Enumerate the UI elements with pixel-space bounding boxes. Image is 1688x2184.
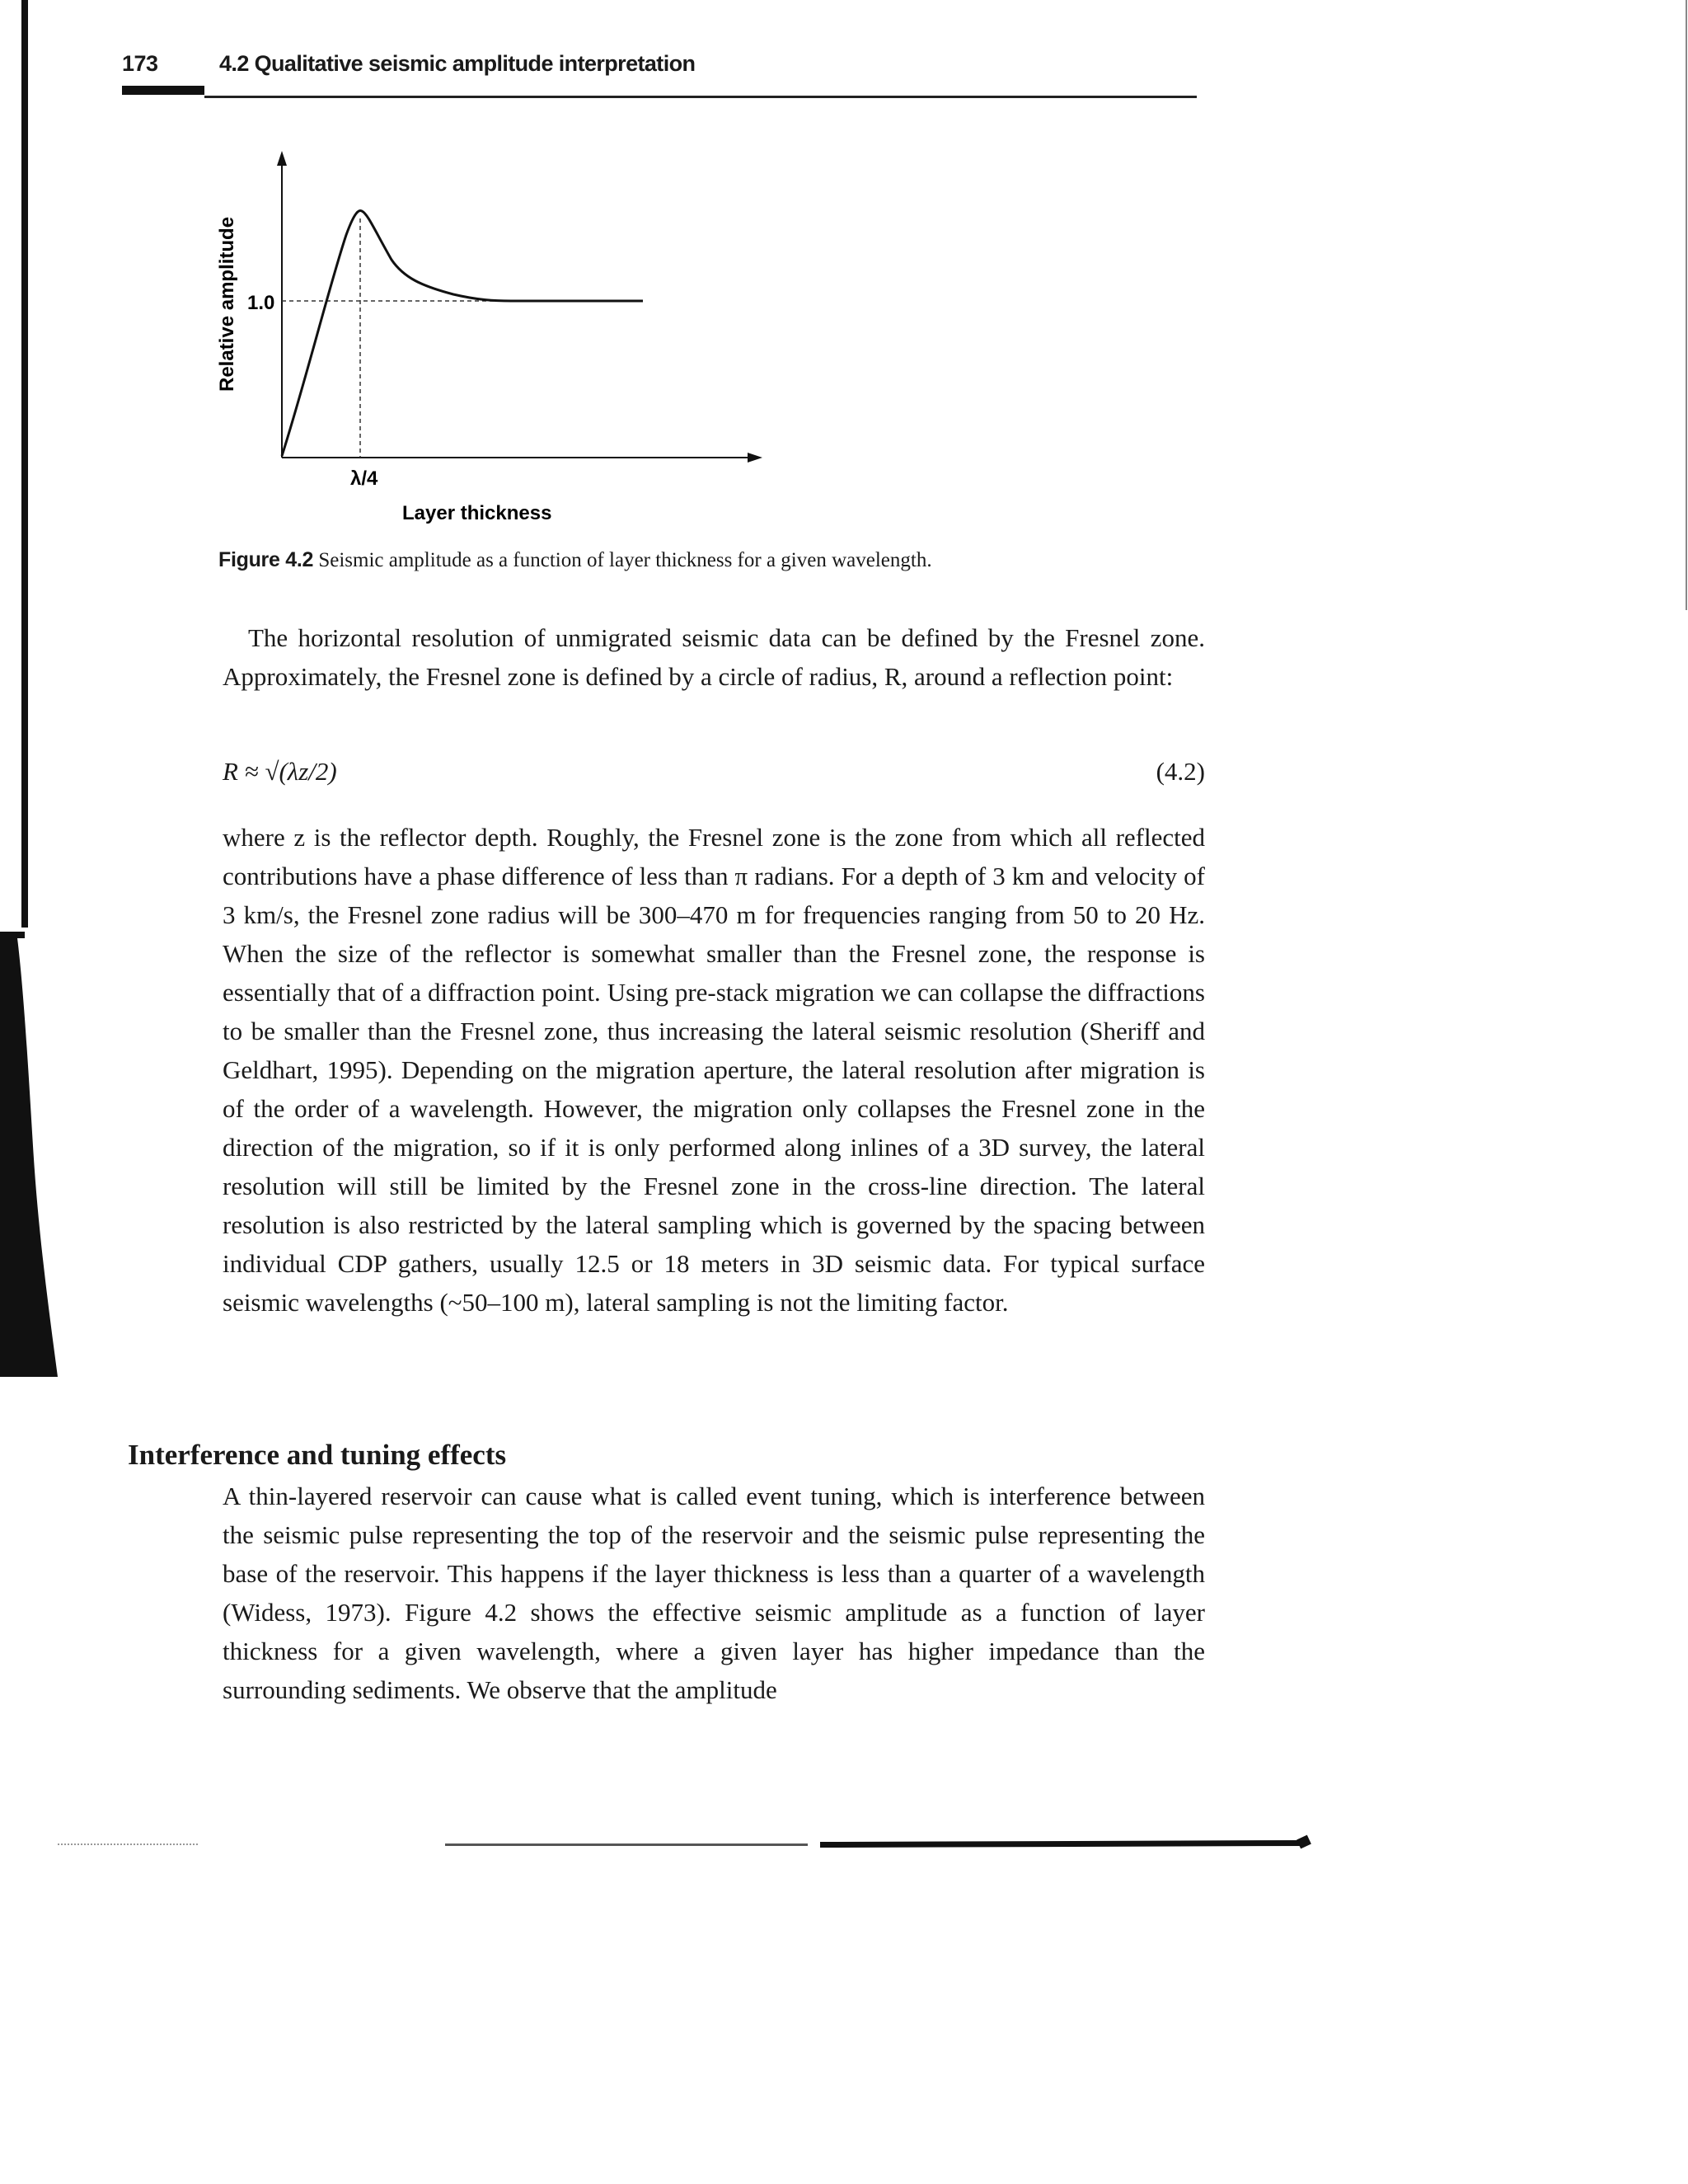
y-axis-arrow [277, 151, 287, 166]
scan-left-shadow [0, 932, 66, 1377]
scan-left-edge [0, 0, 30, 928]
paragraph-lateral-resolution: where z is the reflector depth. Roughly, the Fresnel zone is the zone from which all reflected contributions have a phase difference of less than π radians. For a depth of 3 km and velocity of 3 km/s, the Fresnel zone radius will be 300–470 m for frequencies ranging from 50 to 20 Hz. When the size of the reflector is somewhat smaller than the Fresnel zone, the response is essentially that of a diffraction point. Using pre-stack migration we can collapse the diffractions to be smaller than the Fresnel zone, thus increasing the lateral seismic resolution (Sheriff and Geldhart, 1995). Depending on the migration aperture, the lateral resolution after migration is of the order of a wavelength. However, the migration only collapses the Fresnel zone in the direction of the migration, so if it is only performed along inlines of a 3D survey, the lateral resolution will still be limited by the Fresnel zone in the cross-line direction. The lateral resolution is also restricted by the lateral sampling which is governed by the spacing between individual CDP gathers, usually 12.5 or 18 meters in 3D seismic data. For typical surface seismic wavelengths (~50–100 m), lateral sampling is not the limiting factor. [223, 823, 1205, 1317]
figure-caption [218, 548, 1207, 572]
footer-rule-thin [445, 1843, 808, 1846]
equation-4-2 [223, 757, 1205, 796]
header-rule [204, 96, 1197, 98]
figure-plot [206, 144, 783, 532]
scan-right-edge [1677, 0, 1688, 610]
x-axis-label: Layer thickness [402, 502, 552, 524]
x-tick-label: λ/4 [350, 467, 378, 490]
section-heading: Interference and tuning effects [128, 1439, 507, 1471]
page-header [122, 51, 1197, 101]
footer-rule-thick [820, 1840, 1306, 1848]
y-axis-label: Relative amplitude [216, 216, 238, 392]
amplitude-curve [282, 210, 643, 456]
footer-tick-mark [1296, 1835, 1311, 1849]
page-number: 173 [122, 51, 158, 76]
figure-4-2 [206, 144, 783, 532]
paragraph-fresnel-zone: The horizontal resolution of unmigrated seismic data can be defined by the Fresnel zone. Approximately, the Fresnel zone is defined by a circle of radius, R, around a reflection point: [223, 623, 1205, 691]
y-tick-label: 1.0 [247, 292, 275, 314]
caption-text: Seismic amplitude as a function of layer thickness for a given wavelength. [318, 549, 932, 571]
equation-number: (4.2) [1156, 757, 1205, 786]
x-axis-arrow [748, 453, 762, 463]
equation-body: R ≈ √(λz/2) [223, 757, 337, 786]
paragraph-tuning: A thin-layered reservoir can cause what is called event tuning, which is interference between the seismic pulse representing the top of the reservoir and the seismic pulse representing the base of the reservoir. This happens if the layer thickness is less than a quarter of a wavelength (Widess, 1973). Figure 4.2 shows the effective seismic amplitude as a function of layer thickness for a given wavelength, where a given layer has higher impedance than the surrounding sediments. We observe that the amplitude [223, 1482, 1205, 1704]
caption-label: Figure 4.2 [218, 548, 314, 571]
footer-dotted-line [58, 1843, 198, 1845]
running-head: 4.2 Qualitative seismic amplitude interpretation [219, 51, 696, 76]
page-number-bar [122, 86, 204, 95]
